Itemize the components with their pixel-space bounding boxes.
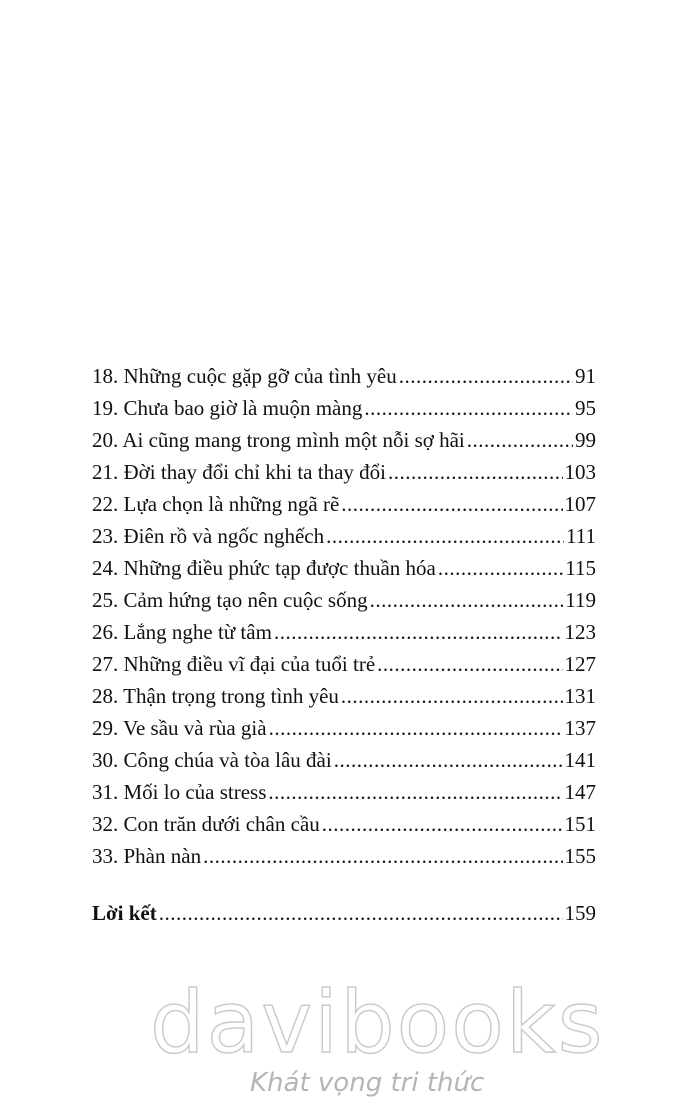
dot-leader: [341, 680, 563, 712]
closing-title: Lời kết: [92, 901, 157, 925]
toc-entry-title: 21. Đời thay đổi chỉ khi ta thay đổi: [92, 460, 386, 484]
toc-entry-title: 26. Lắng nghe từ tâm: [92, 620, 272, 644]
toc-row: [92, 680, 596, 712]
dot-leader: [274, 616, 563, 648]
toc-page-number: 155: [564, 844, 596, 868]
closing-page-number: 159: [564, 901, 596, 925]
dot-leader: [203, 840, 562, 872]
toc-row: [92, 744, 596, 776]
dot-leader: [467, 424, 573, 456]
toc-row: [92, 392, 596, 424]
toc-page-number: 95: [575, 396, 596, 420]
toc-row: [92, 712, 596, 744]
dot-leader: [268, 776, 562, 808]
dot-leader: [269, 712, 563, 744]
toc-entry-title: 28. Thận trọng trong tình yêu: [92, 684, 339, 708]
toc-row: [92, 552, 596, 584]
toc-row: [92, 456, 596, 488]
toc-page-number: 127: [564, 652, 596, 676]
toc-page-number: 141: [564, 748, 596, 772]
toc-page-number: 99: [575, 428, 596, 452]
toc-page-number: 115: [565, 556, 596, 580]
toc-row: [92, 360, 596, 392]
toc-page-number: 119: [565, 588, 596, 612]
toc-entry-title: 24. Những điều phức tạp được thuần hóa: [92, 556, 436, 580]
toc-row: [92, 520, 596, 552]
toc-entry-title: 23. Điên rồ và ngốc nghếch: [92, 524, 325, 548]
toc-entry-title: 30. Công chúa và tòa lâu đài: [92, 748, 332, 772]
toc-page-number: 111: [566, 524, 596, 548]
toc-page-number: 123: [564, 620, 596, 644]
toc-entry-title: 27. Những điều vĩ đại của tuổi trẻ: [92, 652, 376, 676]
toc-entry-title: 31. Mối lo của stress: [92, 780, 267, 804]
toc-row: [92, 488, 596, 520]
toc-row: [92, 648, 596, 680]
toc-page-number: 107: [564, 492, 596, 516]
dot-leader: [334, 744, 563, 776]
watermark-brand: davibooks: [150, 973, 605, 1073]
toc-page-number: 103: [564, 460, 596, 484]
toc-page-number: 147: [564, 780, 596, 804]
toc-row: [92, 776, 596, 808]
toc-page-number: 151: [564, 812, 596, 836]
toc-entry-title: 33. Phàn nàn: [92, 844, 202, 868]
dot-leader: [322, 808, 563, 840]
toc-row: [92, 584, 596, 616]
toc-row: [92, 840, 596, 872]
toc-row: [92, 616, 596, 648]
dot-leader: [159, 897, 563, 929]
dot-leader: [377, 648, 562, 680]
toc-page-number: 131: [564, 684, 596, 708]
toc-page-number: 137: [564, 716, 596, 740]
toc-row: [92, 808, 596, 840]
toc-entry-title: 29. Ve sầu và rùa già: [92, 716, 267, 740]
toc-row-closing: [92, 897, 596, 929]
toc-entry-title: 18. Những cuộc gặp gỡ của tình yêu: [92, 364, 397, 388]
dot-leader: [399, 360, 573, 392]
dot-leader: [388, 456, 563, 488]
toc-page-number: 91: [575, 364, 596, 388]
table-of-contents: [92, 360, 596, 872]
toc-entry-title: 20. Ai cũng mang trong mình một nỗi sợ hãi: [92, 428, 465, 452]
dot-leader: [364, 392, 573, 424]
toc-entry-title: 32. Con trăn dưới chân cầu: [92, 812, 320, 836]
watermark: [150, 973, 605, 1098]
dot-leader: [341, 488, 562, 520]
toc-entry-title: 25. Cảm hứng tạo nên cuộc sống: [92, 588, 368, 612]
toc-row: [92, 424, 596, 456]
dot-leader: [438, 552, 563, 584]
dot-leader: [326, 520, 564, 552]
toc-entry-title: 22. Lựa chọn là những ngã rẽ: [92, 492, 340, 516]
dot-leader: [370, 584, 564, 616]
toc-entry-title: 19. Chưa bao giờ là muộn màng: [92, 396, 363, 420]
closing-entry: [92, 897, 596, 929]
watermark-tagline: Khát vọng tri thức: [250, 1068, 485, 1098]
